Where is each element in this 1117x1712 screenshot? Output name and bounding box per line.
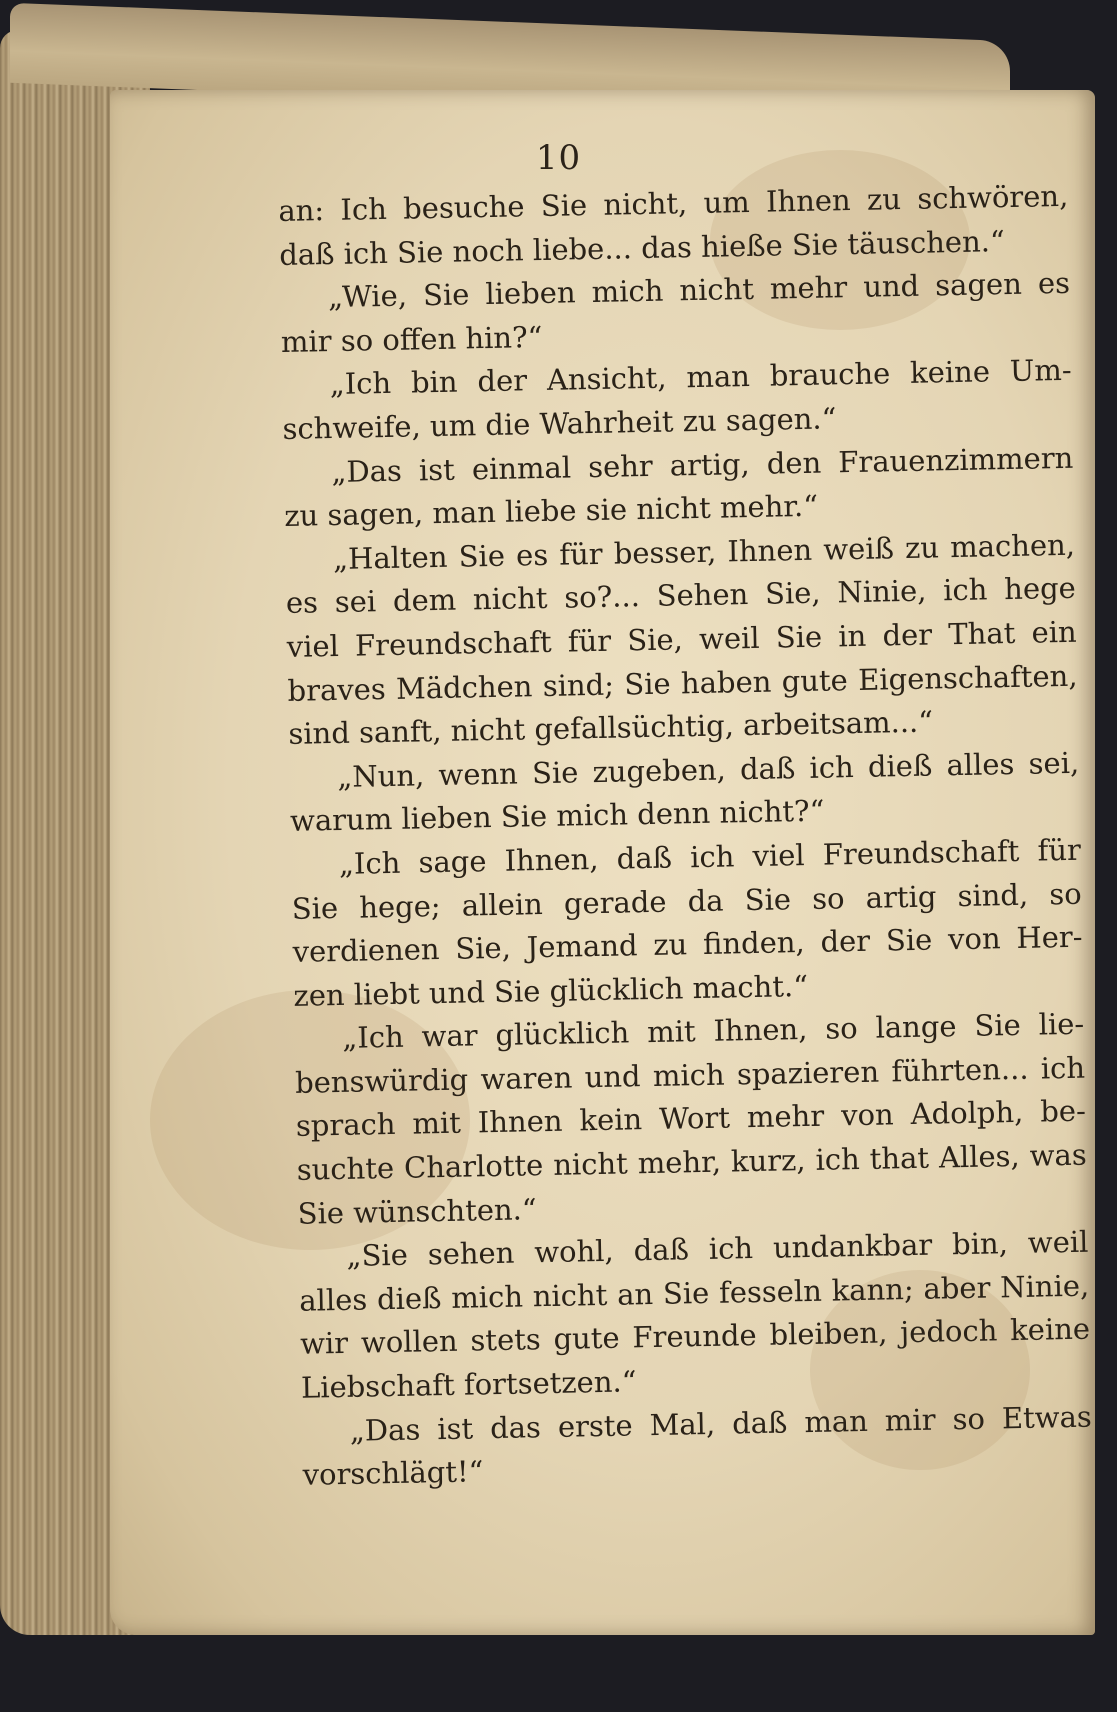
paragraph: [280, 262, 1072, 364]
text-line: „Ich sage Ihnen, daß ich viel Freundschaft für: [338, 832, 1082, 881]
paragraph: [301, 1395, 1093, 1497]
text-line: Liebschaft fortsetzen.“: [300, 1364, 637, 1405]
text-line: „Ich bin der Ansicht, man brauche keine Um-: [329, 353, 1072, 402]
text-line: vorschlägt!“: [302, 1454, 484, 1492]
text-line: „Nun, wenn Sie zugeben, daß ich dieß alles sei,: [336, 745, 1080, 794]
paragraph: [294, 1003, 1088, 1236]
text-line: alles dieß mich nicht an Sie fesseln kann; aber Ninie,: [298, 1268, 1090, 1318]
text-line: daß ich Sie noch liebe... das hieße Sie täuschen.“: [278, 223, 1006, 272]
text-line: schweife, um die Wahrheit zu sagen.“: [282, 401, 837, 446]
text-line: viel Freundschaft für Sie, weil Sie in der That ein: [286, 614, 1077, 664]
page-number: 10: [535, 138, 582, 178]
text-line: mir so offen hin?“: [280, 319, 543, 359]
paragraph: [298, 1221, 1091, 1411]
paragraph: [289, 741, 1081, 843]
text-line: zen liebt und Sie glücklich macht.“: [293, 968, 809, 1013]
text-line: sind sanft, nicht gefallsüchtig, arbeitsam...“: [288, 704, 934, 752]
text-line: an: Ich besuche Sie nicht, um Ihnen zu schwören,: [278, 178, 1069, 228]
text-line: sprach mit Ihnen kein Wort mehr von Adolph, be-: [295, 1094, 1087, 1144]
text-line: benswürdig waren und mich spazieren führten... ich: [294, 1050, 1086, 1100]
text-line: braves Mädchen sind; Sie haben gute Eigenschaften,: [287, 658, 1078, 708]
text-line: suchte Charlotte nicht mehr, kurz, ich that Alles, was: [296, 1137, 1087, 1187]
text-line: warum lieben Sie mich denn nicht?“: [289, 793, 825, 839]
paragraph: [291, 829, 1084, 1019]
paragraph: [281, 349, 1073, 451]
text-line: „Das ist einmal sehr artig, den Frauenzimmern: [331, 440, 1074, 489]
text-line: „Das ist das erste Mal, daß man mir so Etwas: [349, 1399, 1093, 1448]
text-line: verdienen Sie, Jemand zu finden, der Sie von Her-: [292, 919, 1083, 969]
paragraph: [278, 175, 1070, 277]
text-line: es sei dem nicht so?... Sehen Sie, Ninie, ich hege: [285, 571, 1077, 621]
paragraph: [283, 436, 1075, 538]
text-line: zu sagen, man liebe sie nicht mehr.“: [283, 488, 819, 534]
text-line: „Wie, Sie lieben mich nicht mehr und sagen es: [327, 266, 1071, 315]
text-line: Sie hege; allein gerade da Sie so artig sind, so: [291, 876, 1082, 926]
text-line: „Ich war glücklich mit Ihnen, so lange Sie lie-: [341, 1006, 1085, 1056]
text-line: wir wollen stets gute Freunde bleiben, jedoch keine: [299, 1312, 1091, 1362]
body-text: [278, 175, 1093, 1498]
text-line: „Halten Sie es für besser, Ihnen weiß zu machen,: [332, 527, 1076, 576]
text-line: „Sie sehen wohl, daß ich undankbar bin, weil: [346, 1224, 1089, 1274]
paragraph: [285, 524, 1079, 757]
text-line: Sie wünschten.“: [297, 1191, 537, 1231]
